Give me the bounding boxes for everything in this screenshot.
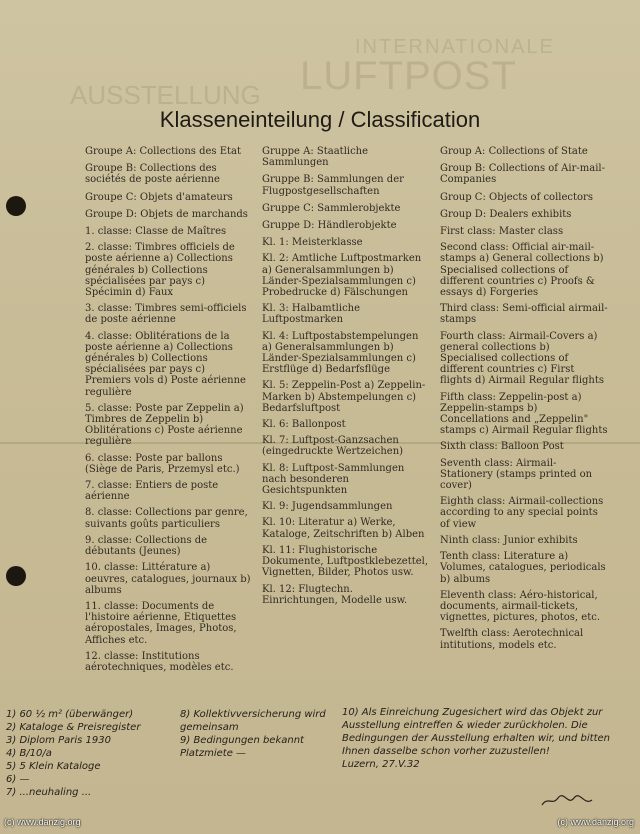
handwritten-line: 8) Kollektivversicherung wird gemeinsam [180,709,326,733]
entry-text: Groupe B: Collections des sociétés de poste aérienne [85,163,220,186]
class-entry [440,590,608,624]
entry-text: 11. classe: Documents de l'histoire aérienne, Etiquettes aéropostales, Images, Photos, Affiches etc. [85,600,237,646]
group-entry [85,192,253,203]
signature [540,794,595,808]
handwritten-line: 7) ...neuhaling ... [6,787,92,798]
handwritten-line: 3) Diplom Paris 1930 [6,735,111,746]
entry-text: Kl. 1: Meisterklasse [262,237,363,249]
entry-text: 1. classe: Classe de Maîtres [85,226,227,238]
entry-text: Kl. 11: Flughistorische Dokumente, Luftpostklebezettel, Vignetten, Bilder, Photos usw. [262,544,429,579]
class-entry [262,380,430,414]
class-entry [85,562,253,596]
entry-text: Kl. 9: Jugendsammlungen [262,501,393,513]
entry-text: Fourth class: Airmail-Covers a) general collections b) Specialised collections of different countries c) First flights d) Airmail Regular flights [440,330,605,387]
entry-text: Fifth class: Zeppelin-post a) Zeppelin-stamps b) Concellations and „Zeppelin" stamps c) Airmail Regular flights [440,391,608,437]
entry-text: Kl. 4: Luftpostabstempelungen a) Generalsammlungen b) Länder-Spezialsammlungen c) Erstflüge d) Bedarfsflüge [262,330,419,376]
class-entry [440,628,608,650]
punch-hole [6,196,26,216]
entry-text: 10. classe: Littérature a) oeuvres, catalogues, journaux b) albums [85,562,251,596]
group-entry [262,146,430,168]
entry-text: Kl. 2: Amtliche Luftpostmarken a) Generalsammlungen b) Länder-Spezialsammlungen c) Probedrucke d) Fälschungen [262,253,422,299]
group-entry [440,209,608,220]
entry-text: 7. classe: Entiers de poste aérienne [85,480,219,503]
handwritten-line: 9) Bedingungen bekannt Platzmiete — [180,735,304,759]
copyright-right: (c) www.danzig.org [557,817,634,827]
entry-text: Group D: Dealers exhibits [440,208,572,220]
class-entry [262,237,430,248]
class-entry [85,651,253,673]
entry-text: Kl. 7: Luftpost-Ganzsachen (eingedruckte Wertzeichen) [262,435,404,458]
entry-text: Gruppe C: Sammlerobjekte [262,202,401,214]
class-entry [262,331,430,376]
entry-text: Group B: Collections of Air-mail-Companies [440,163,605,186]
handwritten-line: Luzern, 27.V.32 [342,759,420,770]
handwritten-notes-left [6,708,186,799]
entry-text: 12. classe: Institutions aérotechniques, modèles etc. [85,650,234,673]
entry-text: Second class: Official air-mail-stamps a) General collections b) Specialised collections of different countries c) Proofs & essays d) Forgeries [440,242,604,299]
entry-text: First class: Master class [440,226,564,238]
watermark-line: INTERNATIONALE [355,36,555,58]
group-entry [85,209,253,220]
column-english [440,146,608,656]
class-entry [262,253,430,298]
entry-text: Ninth class: Junior exhibits [440,534,578,546]
class-entry [85,331,253,398]
class-entry [262,303,430,325]
class-entry [262,584,430,606]
watermark-line: LUFTPOST [300,54,517,98]
class-entry [262,463,430,497]
class-entry [85,403,253,448]
class-entry [85,226,253,237]
entry-text: Third class: Semi-official airmail-stamps [440,303,608,326]
entry-text: Group C: Objects of collectors [440,191,593,203]
column-german [262,146,430,611]
class-entry [85,507,253,529]
punch-hole [6,566,26,586]
handwritten-line: 1) 60 ½ m² (überwänger) [6,709,134,720]
entry-text: 5. classe: Poste par Zeppelin a) Timbres de Zeppelin b) Oblitérations c) Poste aérienne regulière [85,402,244,448]
handwritten-notes-right [342,706,637,771]
group-entry [262,203,430,214]
handwritten-line: 5) 5 Klein Kataloge [6,761,101,772]
group-entry [262,174,430,196]
group-entry [85,163,253,185]
entry-text: 4. classe: Oblitérations de la poste aérienne a) Collections générales b) Collections spécialisées par pays c) Premiers vols d) Poste aérienne regulière [85,330,246,398]
entry-text: 9. classe: Collections de débutants (Jeunes) [85,534,208,558]
class-entry [440,551,608,585]
class-entry [85,480,253,502]
entry-text: 8. classe: Collections par genre, suivants goûts particuliers [85,507,248,530]
class-entry [262,435,430,457]
entry-text: Group A: Collections of State [440,146,588,157]
class-entry [85,303,253,325]
group-entry [440,192,608,203]
entry-text: Groupe D: Objets de marchands [85,208,248,220]
group-entry [440,163,608,185]
entry-text: 2. classe: Timbres officiels de poste aérienne a) Collections générales b) Collections spécialisées par pays c) Spécimin d) Faux [85,242,235,299]
entry-text: Kl. 5: Zeppelin-Post a) Zeppelin-Marken b) Abstempelungen c) Bedarfsluftpost [262,380,426,414]
class-entry [440,496,608,530]
entry-text: Groupe A: Collections des Etat [85,146,242,157]
entry-text: Kl. 3: Halbamtliche Luftpostmarken [262,303,361,326]
entry-text: Gruppe A: Staatliche Sammlungen [262,146,369,169]
entry-text: Eighth class: Airmail-collections according to any special points of view [440,496,604,530]
entry-text: 6. classe: Poste par ballons (Siège de Paris, Przemysl etc.) [85,452,240,475]
class-entry [85,535,253,557]
handwritten-notes-middle [180,708,330,760]
entry-text: Kl. 10: Literatur a) Werke, Kataloge, Zeitschriften b) Alben [262,517,425,540]
handwritten-line: 10) Als Einreichung Zugesichert wird das Objekt zur Ausstellung eintreffen & wieder zurückholen. Die Bedingungen der Ausstellung erhalten wir, und bitten Ihnen dasselbe schon vorher zuzustellen! [342,707,611,757]
class-entry [440,535,608,546]
entry-text: Tenth class: Literature a) Volumes, catalogues, periodicals b) albums [440,551,606,585]
watermark-line: AUSSTELLUNG [70,80,261,110]
class-entry [85,601,253,646]
class-entry [262,517,430,539]
class-entry [262,545,430,579]
entry-text: 3. classe: Timbres semi-officiels de poste aérienne [85,303,247,326]
handwritten-line: 4) B/10/a [6,748,52,759]
entry-text: Kl. 12: Flugtechn. Einrichtungen, Modelle usw. [262,583,408,606]
class-entry [262,419,430,430]
handwritten-line: 2) Kataloge & Preisregister [6,722,141,733]
class-entry [440,458,608,492]
class-entry [262,501,430,512]
entry-text: Groupe C: Objets d'amateurs [85,191,233,203]
class-entry [85,453,253,475]
class-entry [440,441,608,452]
class-entry [440,242,608,298]
entry-text: Kl. 8: Luftpost-Sammlungen nach besonderen Gesichtspunkten [262,462,405,497]
class-entry [440,392,608,437]
entry-text: Gruppe D: Händlerobjekte [262,220,397,232]
entry-text: Kl. 6: Ballonpost [262,419,346,431]
entry-text: Sixth class: Balloon Post [440,441,564,453]
handwritten-line: 6) — [6,774,30,785]
class-entry [440,331,608,387]
column-french [85,146,253,678]
group-entry [262,220,430,231]
page-title: Klasseneinteilung / Classification [159,107,481,132]
entry-text: Seventh class: Airmail-Stationery (stamps printed on cover) [440,457,593,492]
group-entry [440,146,608,157]
copyright-left: (c) www.danzig.org [4,817,81,827]
entry-text: Twelfth class: Aerotechnical intitutions, models etc. [440,628,584,651]
entry-text: Gruppe B: Sammlungen der Flugpostgesellschaften [262,174,404,197]
entry-text: Eleventh class: Aéro-historical, documents, airmail-tickets, vignettes, pictures, photos, etc. [440,589,601,624]
class-entry [440,303,608,325]
group-entry [85,146,253,157]
class-entry [440,226,608,237]
class-entry [85,242,253,298]
